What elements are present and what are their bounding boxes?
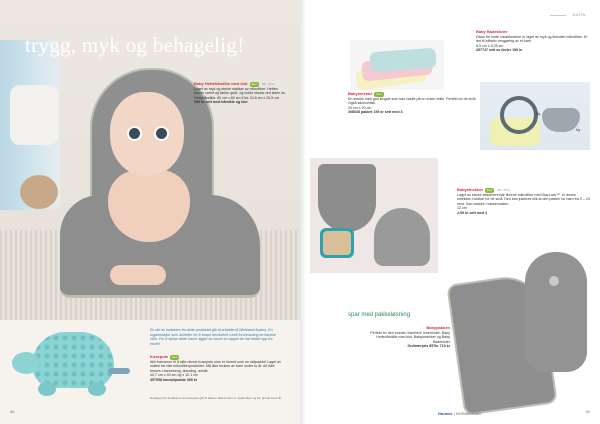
snack-food [323, 231, 351, 255]
baby-feet [110, 265, 166, 285]
turtle-text: Alle barnemor til å sitte denne kosepute som er formet som en skilpadde! Laget av materi fra vårt mikrofiberprodukter. Må ikke brukes av barn under to år. Alt ikke brukes i barneseng, blanding, ansikt. [150, 359, 282, 373]
bib-label [348, 92, 478, 115]
washcloths-photo [350, 40, 444, 90]
hood-towel-name-text: Baby Hettehåndkle med klut [194, 81, 248, 86]
bib-snap [549, 276, 559, 286]
page-number-left: 40 [10, 409, 15, 414]
brand-logo: Norwex [438, 411, 453, 416]
tab-rule [550, 15, 566, 16]
hood-towel-size: Hettehåndkle: 80 cm x 80 cm Klut: 24,5 cm x 25,5 cm [194, 95, 280, 100]
bibs-name-text: Babysmekker [457, 187, 484, 192]
washcloths-name: Baby Badekluter [476, 29, 508, 34]
washcloths-text: Disse tre korte vaskeklutene er laget av myk og fleksibel mikrofiber. Er det til effektiv rengjøring av et barn. [476, 34, 588, 44]
new-tag: Ny [536, 112, 541, 116]
website: NORWEX.NO [455, 411, 481, 416]
bibs-photo [310, 158, 438, 273]
scrub-sponge [542, 108, 580, 132]
eco-badge: Eco [487, 188, 493, 192]
turtle-leg [38, 382, 56, 396]
pillow [10, 85, 58, 145]
turtle-head [12, 352, 40, 374]
bundle-photo [455, 248, 595, 408]
turtle-tag [108, 368, 130, 374]
scrub-ring [500, 96, 541, 134]
footer: Norwex | NORWEX.NO [438, 411, 481, 416]
bib-grey [318, 164, 376, 232]
bundle-heading: spar med pakkeløsning [348, 312, 411, 318]
bundle-name: Babypakken [426, 325, 450, 330]
snack-bowl [320, 228, 354, 258]
turtle-name-text: Kosepute [150, 354, 169, 359]
bibs-price: 2,99 kr sett med 3 [457, 210, 488, 215]
turtle-price: 357558 havskilpadde 399 kr [150, 377, 198, 382]
footnote: Donasjon fra inntektene av kosepute går til Havet i tidsrammen 1. september og 31. januar hvert år. [150, 396, 282, 400]
hood-towel-label [194, 82, 286, 105]
bib-text: En smekk med god lengde som kan vaske på en enkel måte. Perfekt for de små. Også økonomisk. [348, 96, 477, 106]
brush-photo [480, 82, 590, 150]
washcloths-price: 357747 sett av kluter 199 kr [476, 48, 523, 53]
eco-badge: Eco [376, 92, 382, 96]
item-number: BM: 3514 [261, 82, 275, 86]
item-number: BM: 2512 [497, 188, 511, 192]
bibs-size: 12 cm [457, 206, 467, 211]
bib-size: 20 cm x 20 cm [348, 105, 372, 110]
hood-towel-text: Laget av myk og sterke stakkar av mikrofiber. Hetten holder varmt og tørker godt, og holde ekstra ved siden av. [194, 86, 286, 96]
turtle-shell [32, 332, 114, 388]
bibs-text: Laget av sterke absorberende fibrene mikrofiber med BacLock™, er denne smekken holdbar for de små. Den kan justeres slik at den passer for barn fra 0 – 24 mnd. Kan vaskes i vaskemaskin. [457, 192, 590, 206]
page-number-right: 41 [585, 409, 590, 414]
eco-badge: Eco [251, 82, 257, 86]
turtle-size: 40,7 cm x 40 cm og x 10,1 cm [150, 373, 198, 378]
baby-eye-right [154, 126, 169, 141]
page-title: trygg, myk og behagelig! [25, 33, 245, 57]
turtle-label [150, 355, 282, 383]
bibs-label [457, 188, 591, 216]
hood-towel-price: 399 kr sett med håndkle og klut [194, 100, 248, 105]
washcloths-label [476, 30, 590, 53]
washcloths-size: 8,5 cm x 8,25 cm [476, 43, 504, 48]
bib-grey-folded [374, 208, 430, 266]
baby-eye-left [127, 126, 142, 141]
bundle-text: Perfekt for den eneste i familien! Inneholder: Baby Hettehåndkle med klut, Babysmekker og Baby Badekluter [370, 330, 450, 344]
bib-name-text: Babysmekke [348, 91, 373, 96]
bundle-price: Ordinærpris 857kr 719 kr [407, 344, 450, 349]
eco-badge: Eco [172, 355, 178, 359]
turtle-pillow-photo [12, 328, 130, 400]
bib-price: 308038 pakket 159 kr sett med 3 [348, 110, 403, 115]
section-tab: BARN [572, 12, 586, 17]
turtle-leg [88, 382, 106, 396]
plush-toy [20, 175, 58, 209]
right-page [300, 0, 600, 424]
charity-intro: En del av inntekten fra dette produktet går til arbeidet til Weeband Asbery. En organisasjon som arbeider for å skape bevissthet rundt forurensning av havene våre. For å hjelpe dette havet, ligger du havet se sappet de har bedre opp fra havet! [150, 328, 277, 346]
bundle-bib [525, 252, 587, 372]
new-tag: Ny [576, 128, 581, 132]
baby-face [110, 92, 184, 176]
bundle-label [370, 326, 450, 349]
spine-gutter [300, 0, 306, 424]
